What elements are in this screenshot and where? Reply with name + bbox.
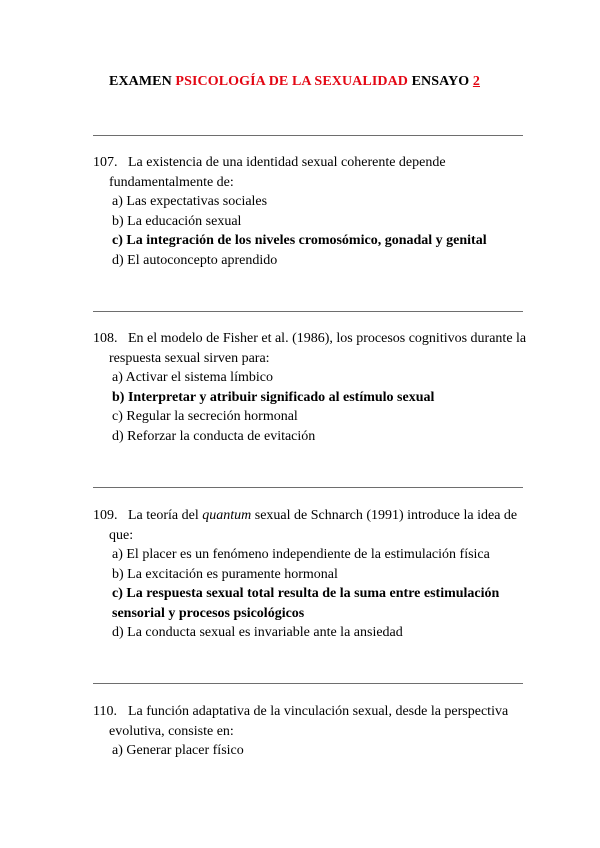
option-b: b) La educación sexual	[112, 213, 242, 229]
option-c	[93, 584, 533, 623]
title-number: 2	[472, 74, 480, 89]
option-c: c) La integración de los niveles cromosómico, gonadal y genital	[112, 233, 487, 248]
option-d: d) El autoconcepto aprendido	[112, 252, 278, 268]
title-subject: PSICOLOGÍA DE LA SEXUALIDAD	[175, 74, 409, 89]
question-stem	[93, 506, 533, 545]
question-text-italic: quantum	[202, 508, 252, 523]
question-text: La función adaptativa de la vinculación sexual, desde la perspectiva evolutiva, consiste en:	[109, 704, 509, 739]
question-109	[93, 506, 533, 643]
question-number: 109.	[93, 508, 118, 523]
title-prefix: EXAMEN	[109, 74, 176, 89]
question-text-after: sexual de Schnarch (1991) introduce la idea de que:	[109, 508, 518, 543]
option-d: d) Reforzar la conducta de evitación	[112, 428, 316, 444]
question-108	[93, 329, 533, 446]
option-d: d) La conducta sexual es invariable ante la ansiedad	[112, 625, 403, 640]
option-c-text: c) La respuesta sexual total resulta de la suma entre estimulación sensorial y procesos psicológicos	[112, 586, 500, 621]
question-107	[93, 153, 533, 270]
title-suffix: ENSAYO	[408, 74, 473, 89]
exam-title	[109, 74, 480, 90]
option-b: b) Interpretar y atribuir significado al estímulo sexual	[112, 389, 435, 405]
divider	[93, 135, 523, 136]
option-a: a) Generar placer físico	[112, 743, 244, 758]
question-number: 107.	[93, 155, 118, 170]
question-110	[93, 702, 533, 761]
question-text-before: La teoría del	[128, 508, 203, 523]
question-text: En el modelo de Fisher et al. (1986), los procesos cognitivos durante la respuesta sexual sirven para:	[109, 331, 527, 366]
question-number: 108.	[93, 331, 118, 346]
option-a: a) Las expectativas sociales	[112, 194, 268, 209]
option-b: b) La excitación es puramente hormonal	[112, 566, 338, 582]
option-a: a) El placer es un fenómeno independiente de la estimulación física	[112, 547, 490, 562]
divider	[93, 487, 523, 488]
divider	[93, 311, 523, 312]
option-a: a) Activar el sistema límbico	[112, 370, 273, 385]
question-text: La existencia de una identidad sexual coherente depende fundamentalmente de:	[109, 155, 446, 190]
question-stem	[93, 702, 533, 741]
question-number: 110.	[93, 704, 117, 719]
question-stem	[93, 153, 533, 192]
question-stem	[93, 329, 533, 368]
divider	[93, 683, 523, 684]
option-c: c) Regular la secreción hormonal	[112, 409, 298, 424]
